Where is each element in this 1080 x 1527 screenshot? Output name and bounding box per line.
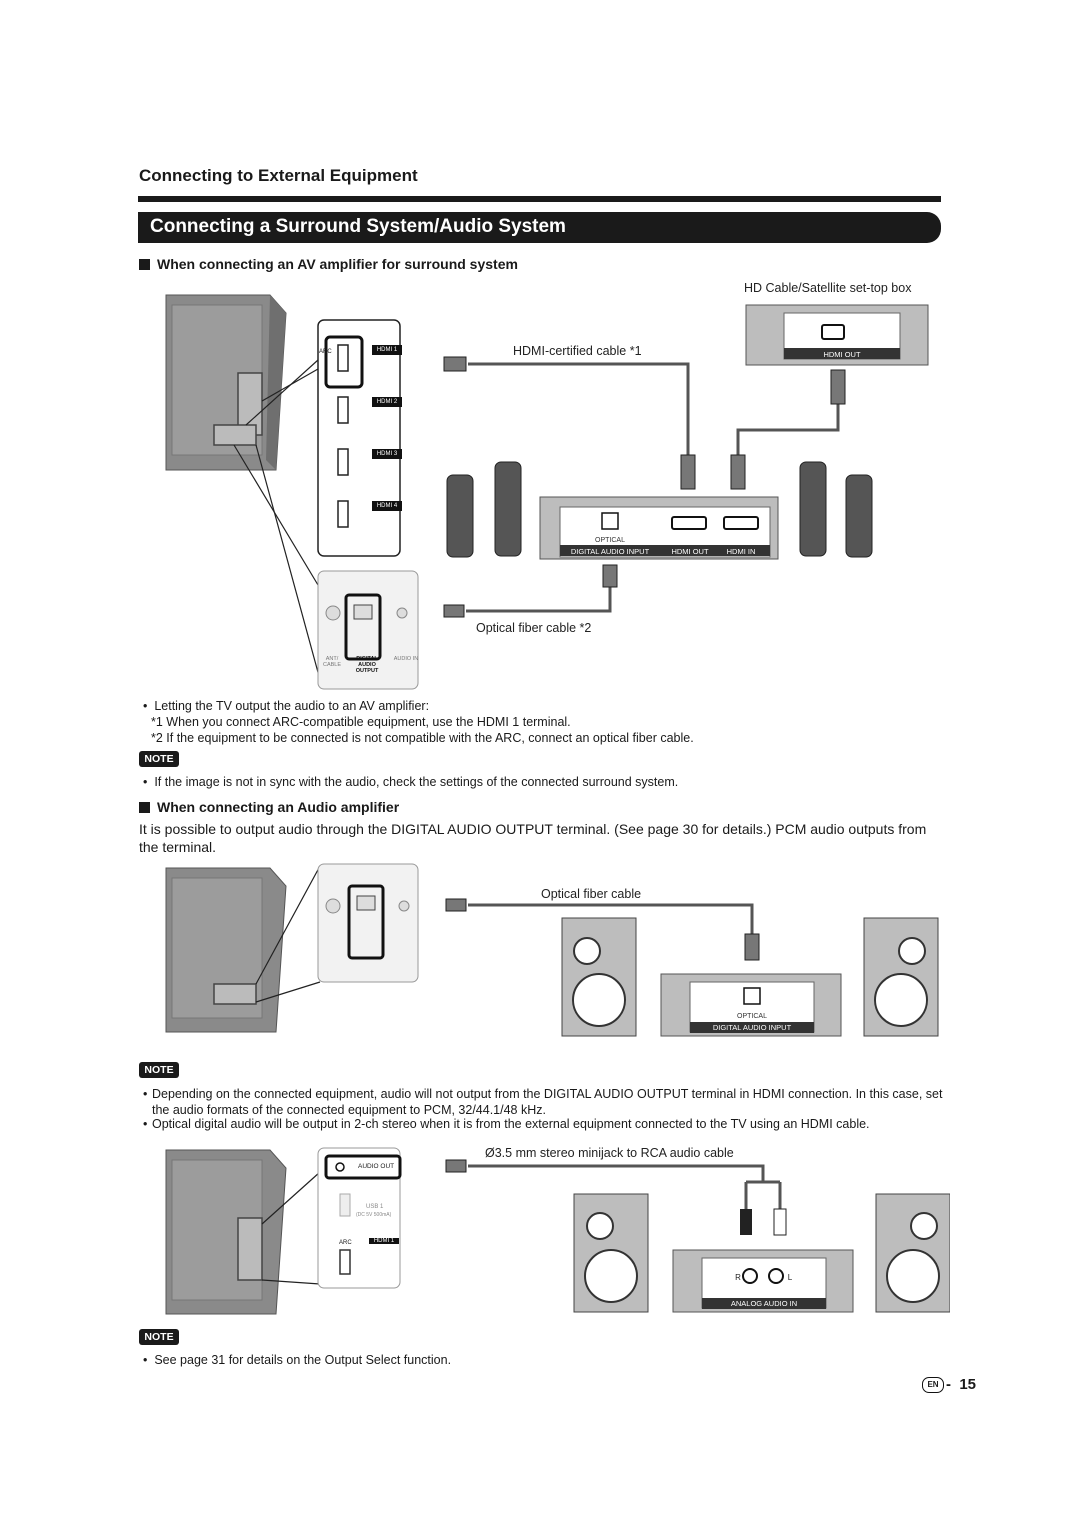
hdmi-plug-icon (831, 370, 845, 404)
hdmi-cable-line (468, 364, 688, 455)
hdmi-port-icon (338, 397, 348, 423)
minijack-cable-label: Ø3.5 mm stereo minijack to RCA audio cable (485, 1146, 734, 1160)
settop-port-label: HDMI OUT (823, 350, 861, 359)
speaker-front-left (447, 462, 521, 557)
note-badge: NOTE (139, 751, 179, 767)
tv-bottom-labels: ANT/ CABLE DIGITAL AUDIO OUTPUT AUDIO IN (322, 656, 419, 674)
optical-cable-label: Optical fiber cable *2 (476, 621, 592, 635)
page-title: Connecting a Surround System/Audio System (150, 216, 566, 237)
minijack-cable-line (468, 1166, 763, 1182)
optical-cable-label: Optical fiber cable (541, 887, 642, 901)
language-badge: EN (922, 1377, 944, 1393)
hdmi-cable-label: HDMI-certified cable *1 (513, 344, 642, 358)
footnote-2: *2 If the equipment to be connected is not compatible with the ARC, connect an optical fiber cable. (151, 731, 694, 745)
analog-note: • See page 31 for details on the Output Select function. (143, 1353, 452, 1367)
hdmi-1-label: HDMI 1 (369, 1238, 399, 1244)
rca-plug-icon (774, 1209, 786, 1235)
audio-amp-heading (139, 799, 399, 815)
r-label: R (735, 1273, 741, 1282)
amp-port-label: HDMI IN (726, 547, 756, 556)
settop-label: HD Cable/Satellite set-top box (744, 281, 912, 295)
page-title-bar (138, 212, 941, 243)
av-amp-heading (139, 256, 518, 272)
hdmi-plug-icon (444, 357, 466, 371)
hdmi-port-icon (338, 345, 348, 371)
speaker-right (876, 1194, 950, 1312)
arc-label: ARC (319, 349, 332, 355)
av-amp-bullet: • Letting the TV output the audio to an AV amplifier: (143, 699, 430, 713)
hdmi-cable-line-2 (738, 370, 838, 455)
amp-port-label: DIGITAL AUDIO INPUT (570, 547, 650, 556)
audio-amp-body: It is possible to output audio through the DIGITAL AUDIO OUTPUT terminal. (See page 30 for details.) PCM audio outputs from the terminal. (139, 821, 927, 855)
av-amp-note: • If the image is not in sync with the audio, check the settings of the connected surround system. (143, 775, 679, 789)
note-badge: NOTE (139, 1329, 179, 1345)
page-number: - 15 (946, 1376, 977, 1393)
amp-digital-input-label: DIGITAL AUDIO INPUT (712, 1023, 792, 1032)
tv-rear-panel (166, 1150, 286, 1314)
audio-amp-note-2: • Optical digital audio will be output in 2-ch stereo when it is from the external equipment connected to the TV using an HDMI cable. (143, 1117, 870, 1131)
arc-label: ARC (339, 1240, 352, 1246)
optical-plug-icon (745, 934, 759, 960)
usb-label: USB 1 (366, 1204, 384, 1210)
audio-amp-heading-text: When connecting an Audio amplifier (157, 799, 400, 815)
speaker-right (864, 918, 938, 1036)
speaker-left (574, 1194, 648, 1312)
hdmi-port-icon (338, 501, 348, 527)
hdmi-1-label: HDMI 1 (372, 345, 402, 355)
tv-audio-panel (318, 864, 418, 982)
hdmi-2-label: HDMI 2 (372, 397, 402, 407)
av-amp-heading-text: When connecting an AV amplifier for surround system (157, 256, 518, 272)
optical-plug-icon (603, 565, 617, 587)
optical-plug-icon (446, 899, 466, 911)
analog-diagram (150, 1144, 950, 1319)
analog-input-label: ANALOG AUDIO IN (730, 1299, 798, 1308)
hdmi-3-label: HDMI 3 (372, 449, 402, 459)
amp-port-label: HDMI OUT (671, 547, 709, 556)
amp-optical-label: OPTICAL (737, 1013, 767, 1020)
optical-cable-line (466, 587, 610, 611)
set-top-box (746, 305, 928, 365)
tv-rear-panel (166, 295, 286, 470)
speaker-front-right (800, 462, 872, 557)
optical-plug-icon (444, 605, 464, 617)
usb-sub-label: (DC 5V 500mA) (356, 1212, 392, 1218)
section-title: Connecting to External Equipment (139, 166, 418, 185)
hdmi-plug-icon (681, 455, 695, 489)
square-bullet-icon (139, 802, 150, 813)
note-badge: NOTE (139, 1062, 179, 1078)
amp-optical-label: OPTICAL (595, 537, 625, 544)
hdmi-4-label: HDMI 4 (372, 501, 402, 511)
tv-rear-panel (166, 868, 286, 1032)
hdmi-port-labels (372, 345, 402, 511)
audio-out-label: AUDIO OUT (358, 1163, 395, 1170)
hdmi-plug-icon (731, 455, 745, 489)
audio-amp-note-1: • Depending on the connected equipment, audio will not output from the DIGITAL AUDIO OUTPUT terminal in HDMI connection. In this case, set the audio formats of the connected equipment to PCM, 32/44.1/48 kHz. (143, 1087, 943, 1117)
section-rule (138, 196, 941, 202)
hdmi-port-icon (338, 449, 348, 475)
rca-plug-icon (740, 1209, 752, 1235)
l-label: L (787, 1273, 793, 1282)
square-bullet-icon (139, 259, 150, 270)
minijack-plug-icon (446, 1160, 466, 1172)
speaker-left (562, 918, 636, 1036)
footnote-1: *1 When you connect ARC-compatible equipment, use the HDMI 1 terminal. (151, 715, 571, 729)
